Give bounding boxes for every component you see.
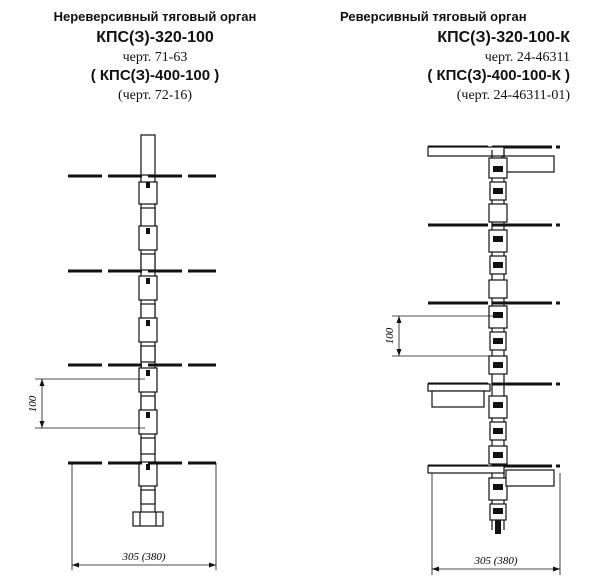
right-alt-drawing-number: (черт. 24-46311-01) [456, 87, 570, 103]
left-pitch-dimension: 100 [27, 395, 39, 413]
left-model: КПС(З)-320-100 [96, 29, 214, 47]
left-drawing-number: черт. 71-63 [122, 49, 188, 65]
right-pitch-dimension: 100 [384, 327, 396, 345]
right-title: Реверсивный тяговый орган [340, 9, 527, 24]
left-alt-drawing-number: (черт. 72-16) [117, 87, 193, 103]
left-width-dimension: 305 (380) [122, 551, 166, 563]
right-width-dimension: 305 (380) [474, 555, 518, 567]
left-chain-drawing [35, 135, 216, 570]
right-chain-drawing [392, 147, 560, 575]
right-drawing-number: черт. 24-46311 [484, 49, 570, 65]
left-title: Нереверсивный тяговый орган [53, 9, 257, 24]
right-alt-model: ( КПС(З)-400-100-К ) [427, 67, 570, 85]
left-alt-model: ( КПС(З)-400-100 ) [90, 67, 220, 85]
right-model: КПС(З)-320-100-К [437, 29, 570, 47]
